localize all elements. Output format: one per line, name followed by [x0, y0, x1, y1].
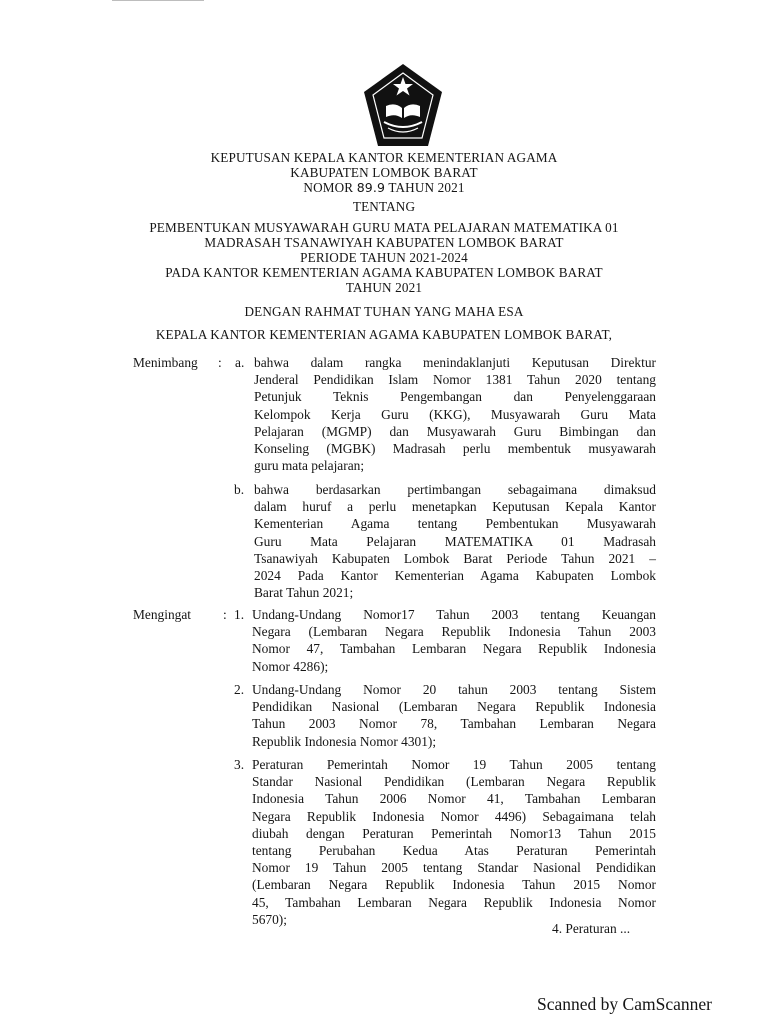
menimbang-label: Menimbang	[133, 355, 198, 370]
scan-edge-line	[112, 0, 204, 1]
mengingat-1-text: Undang-Undang Nomor17 Tahun 2003 tentang Keuangan Negara (Lembaran Negara Republik Indonesia Tahun 2003 Nomor 47, Tambahan Lembaran Negara Republik Indonesia Nomor 4286);	[252, 607, 656, 674]
nomor-prefix: NOMOR	[303, 180, 354, 195]
mengingat-1-marker: 1.	[234, 607, 245, 622]
header-line-2: KABUPATEN LOMBOK BARAT	[290, 165, 478, 180]
mengingat-3-marker: 3.	[234, 757, 245, 772]
header-nomor	[0, 180, 768, 195]
camscanner-watermark: Scanned by CamScanner	[537, 994, 712, 1014]
decree-header	[0, 150, 768, 195]
mengingat-3-text: Peraturan Pemerintah Nomor 19 Tahun 2005 tentang Standar Nasional Pendidikan (Lembaran Negara Republik Indonesia Tahun 2006 Nomor 41, Tambahan Lembaran Negara Republik Indonesia Nomor 4496) Sebagaimana telah diubah dengan Peraturan Pemerintah Nomor13 Tahun 2015 tentang Perubahan Kedua Atas Peraturan Pemerintah Nomor 19 Tahun 2005 tentang Standar Nasional Pendidikan (Lembaran Negara Republik Indonesia Tahun 2015 Nomor 45, Tambahan Lembaran Negara Republik Indonesia Nomor 5670);	[252, 757, 656, 927]
kementerian-agama-emblem-icon	[360, 62, 446, 150]
header-line-1: KEPUTUSAN KEPALA KANTOR KEMENTERIAN AGAMA	[210, 150, 558, 165]
title-line-1: PEMBENTUKAN MUSYAWARAH GURU MATA PELAJARAN MATEMATIKA 01	[149, 220, 619, 235]
title-line-3: PERIODE TAHUN 2021-2024	[300, 250, 468, 265]
rahmat-line: DENGAN RAHMAT TUHAN YANG MAHA ESA	[244, 304, 524, 319]
menimbang-a-text: bahwa dalam rangka menindaklanjuti Keputusan Direktur Jenderal Pendidikan Islam Nomor 1381 Tahun 2020 tentang Petunjuk Teknis Pengembangan dan Penyelenggaraan Kelompok Kerja Guru (KKG), Musyawarah Guru Mata Pelajaran (MGMP) dan Musyawarah Guru Bimbingan dan Konseling (MGBK) Madrasah perlu membentuk musyawarah guru mata pelajaran;	[254, 355, 656, 474]
mengingat-2-marker: 2.	[234, 682, 245, 697]
menimbang-a-marker: a.	[235, 355, 245, 370]
mengingat-colon: :	[223, 607, 227, 622]
tentang-heading: TENTANG	[352, 199, 416, 214]
mengingat-label: Mengingat	[133, 607, 192, 622]
title-line-4: PADA KANTOR KEMENTERIAN AGAMA KABUPATEN LOMBOK BARAT	[165, 265, 603, 280]
menimbang-colon: :	[218, 355, 222, 370]
page-continuation: 4. Peraturan ...	[552, 921, 631, 936]
title-line-5: TAHUN 2021	[345, 280, 423, 295]
menimbang-b-marker: b.	[234, 482, 245, 497]
nomor-suffix: TAHUN 2021	[388, 180, 465, 195]
menimbang-b-text: bahwa berdasarkan pertimbangan sebagaimana dimaksud dalam huruf a perlu menetapkan Keputusan Kepala Kantor Kementerian Agama tentang Pembentukan Musyawarah Guru Mata Pelajaran MATEMATIKA 01 Madrasah Tsanawiyah Kabupaten Lombok Barat Periode Tahun 2021 – 2024 Pada Kantor Kementerian Agama Kabupaten Lombok Barat Tahun 2021;	[254, 482, 656, 601]
nomor-handwritten: 89.9	[356, 180, 386, 195]
kepala-line: KEPALA KANTOR KEMENTERIAN AGAMA KABUPATEN LOMBOK BARAT,	[155, 327, 613, 342]
title-line-2: MADRASAH TSANAWIYAH KABUPATEN LOMBOK BARAT	[204, 235, 564, 250]
decree-title	[0, 220, 768, 295]
mengingat-2-text: Undang-Undang Nomor 20 tahun 2003 tentang Sistem Pendidikan Nasional (Lembaran Negara Republik Indonesia Tahun 2003 Nomor 78, Tambahan Lembaran Negara Republik Indonesia Nomor 4301);	[252, 682, 656, 749]
